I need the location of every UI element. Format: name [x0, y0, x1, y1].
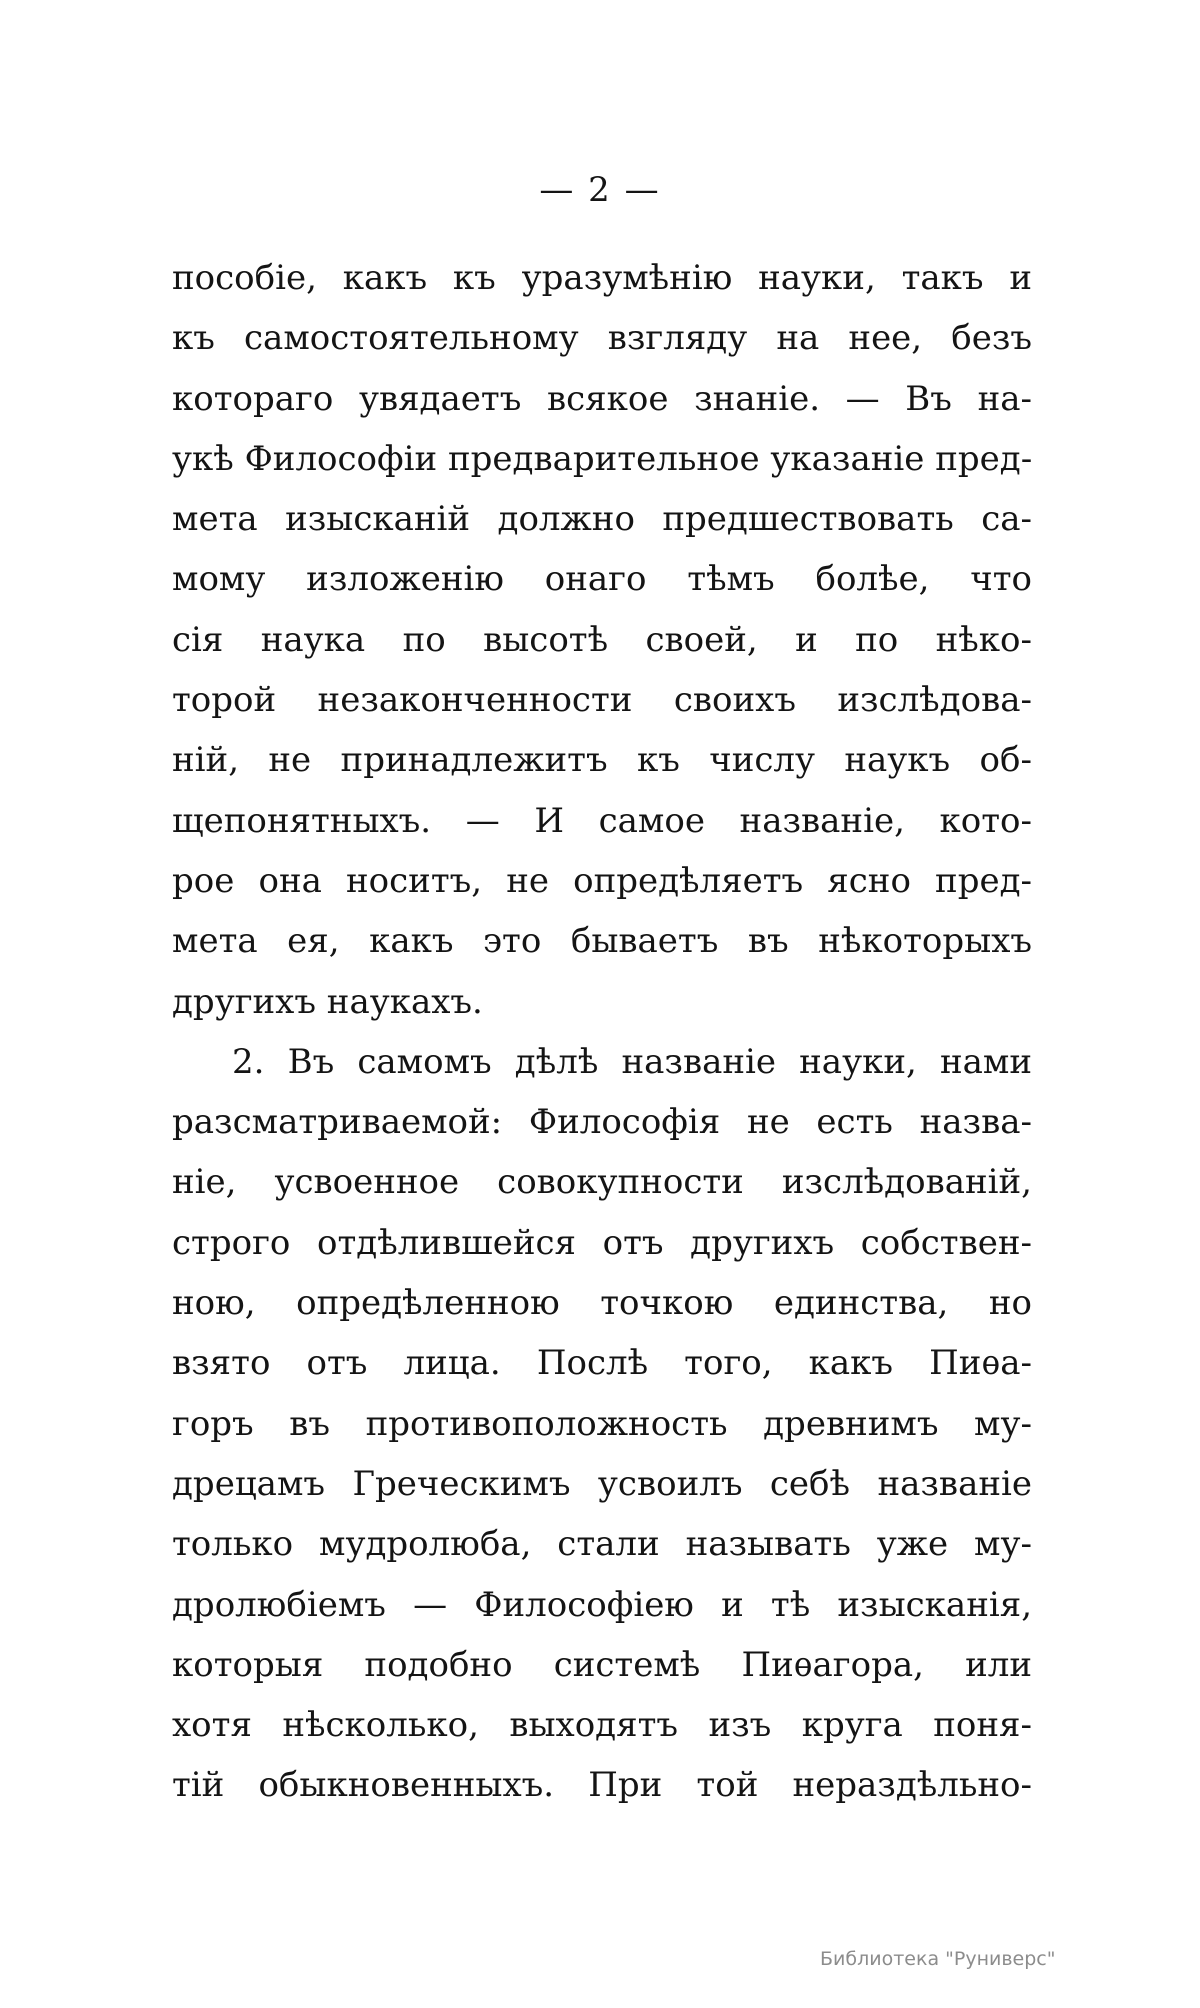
text-line: строго отдѣлившейся отъ другихъ собствен-	[172, 1222, 1032, 1263]
text-line: дрецамъ Греческимъ усвоилъ себѣ названіе	[172, 1463, 1032, 1504]
text-line: котораго увядаетъ всякое знаніе. — Въ на-	[172, 378, 1032, 419]
text-line: къ самостоятельному взгляду на нее, безъ	[172, 318, 1032, 359]
page-number: — 2 —	[539, 170, 661, 210]
text-line: ній, не принадлежитъ къ числу наукъ об-	[172, 740, 1032, 781]
text-line: мому изложенію онаго тѣмъ болѣе, что	[172, 559, 1032, 600]
text-line: мета изысканій должно предшествовать са-	[172, 499, 1032, 540]
text-line: торой незаконченности своихъ изслѣдова-	[172, 680, 1032, 721]
text-line: дролюбіемъ — Философіею и тѣ изысканія,	[172, 1584, 1032, 1625]
text-line: мета ея, какъ это бываетъ въ нѣкоторыхъ	[172, 921, 1032, 962]
text-line: которыя подобно системѣ Пиѳагора, или	[172, 1644, 1032, 1685]
body-text	[172, 248, 1032, 1816]
text-line: горъ въ противоположность древнимъ му-	[172, 1403, 1032, 1444]
text-line: пособіе, какъ къ уразумѣнію науки, такъ и	[172, 258, 1032, 298]
text-line: взято отъ лица. Послѣ того, какъ Пиѳа-	[172, 1343, 1032, 1384]
text-line: сія наука по высотѣ своей, и по нѣко-	[172, 619, 1032, 660]
text-line: ніе, усвоенное совокупности изслѣдованій,	[172, 1162, 1032, 1203]
text-line: рое она носитъ, не опредѣляетъ ясно пред-	[172, 860, 1032, 901]
text-line: щепонятныхъ. — И самое названіе, кото-	[172, 800, 1032, 841]
text-line: хотя нѣсколько, выходятъ изъ круга поня-	[172, 1705, 1032, 1746]
text-line: другихъ наукахъ.	[172, 981, 483, 1022]
library-watermark: Библиотека "Руниверс"	[820, 1948, 1056, 1970]
text-line: только мудролюба, стали называть уже му-	[172, 1524, 1032, 1565]
text-line: укѣ Философіи предварительное указаніе пред-	[172, 438, 1033, 479]
text-line: ною, опредѣленною точкою единства, но	[172, 1283, 1032, 1324]
text-line: разсматриваемой: Философія не есть назва-	[172, 1102, 1032, 1143]
text-line: тій обыкновенныхъ. При той нераздѣльно-	[172, 1765, 1032, 1806]
paragraph-start-line: 2. Въ самомъ дѣлѣ названіе науки, нами	[232, 1041, 1032, 1082]
